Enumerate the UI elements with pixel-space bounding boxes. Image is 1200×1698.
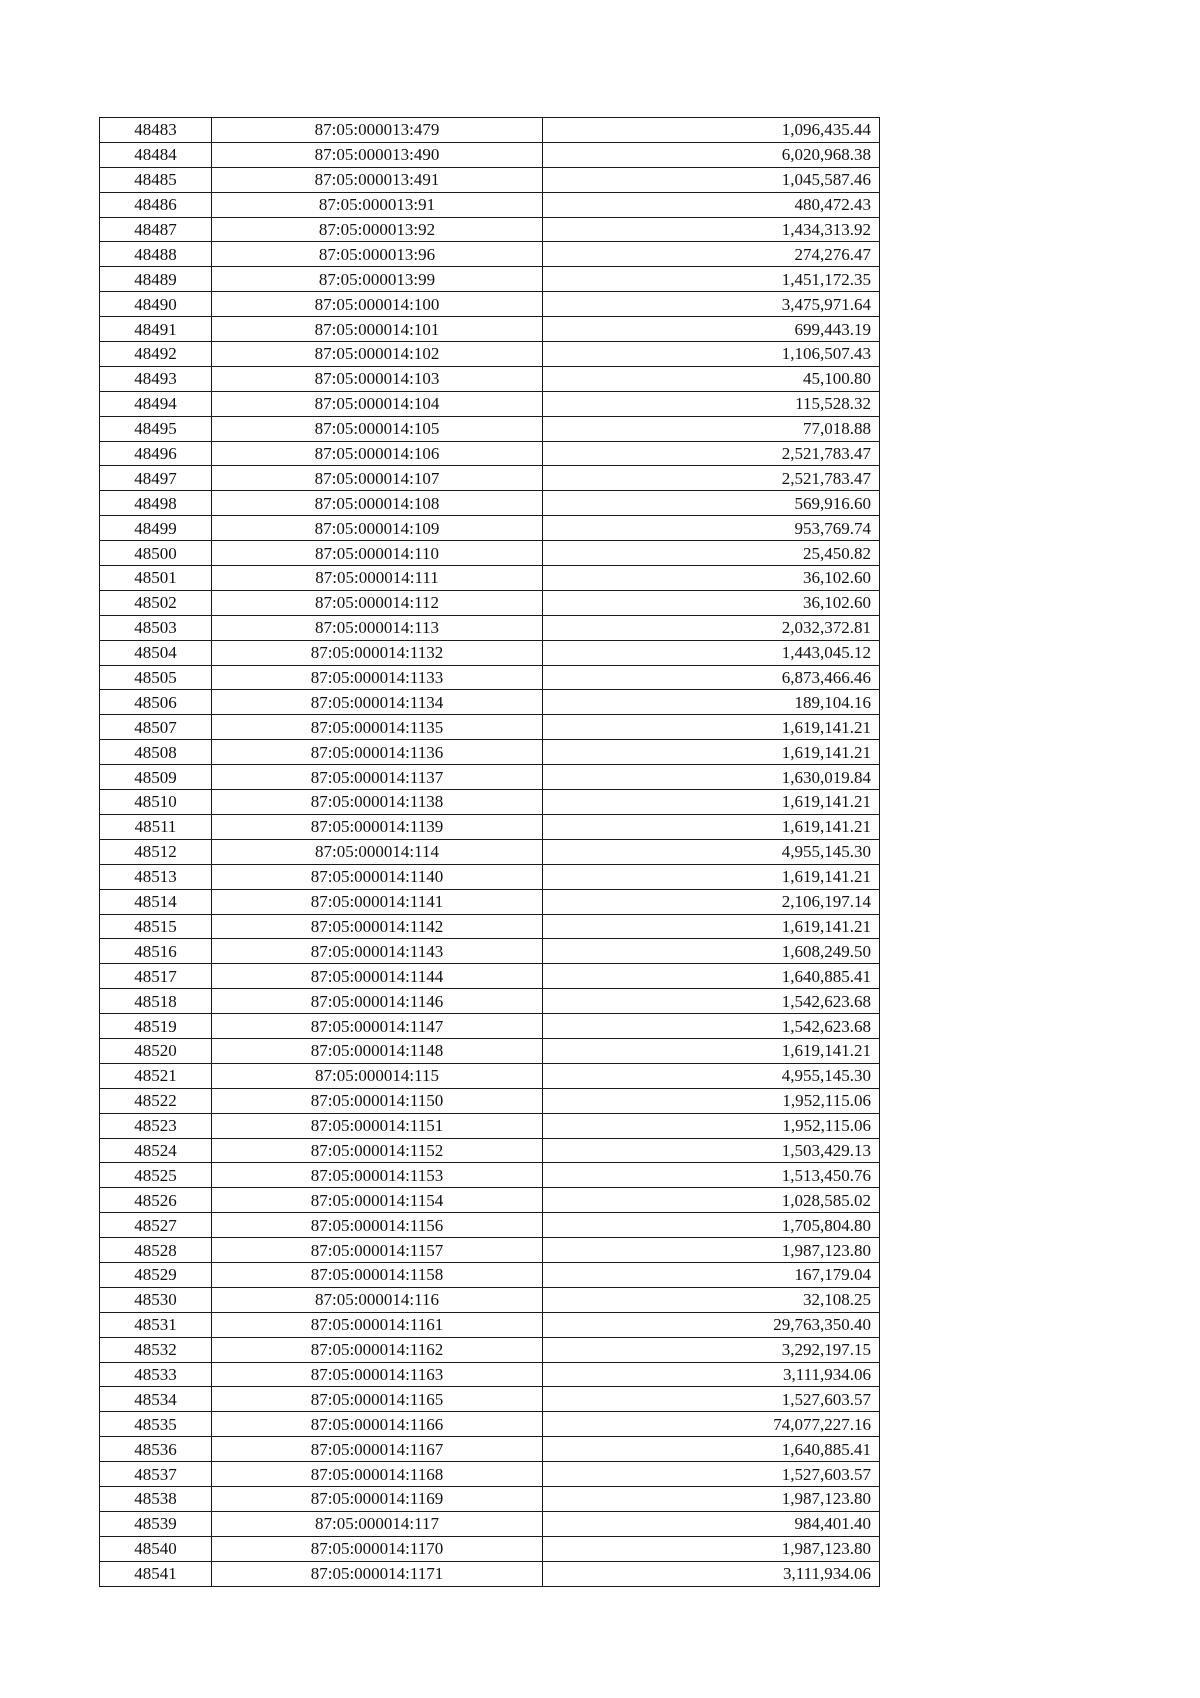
table-row [100, 1486, 880, 1511]
cadastral-number-cell: 87:05:000014:107 [212, 466, 543, 491]
cadastral-value-cell: 3,475,971.64 [543, 292, 880, 317]
cadastral-value-cell: 3,111,934.06 [543, 1561, 880, 1586]
cadastral-value-cell: 77,018.88 [543, 416, 880, 441]
cadastral-number-cell: 87:05:000014:1152 [212, 1138, 543, 1163]
table-row [100, 1387, 880, 1412]
cadastral-value-cell: 1,952,115.06 [543, 1088, 880, 1113]
row-number-cell: 48511 [100, 814, 212, 839]
cadastral-value-cell: 1,705,804.80 [543, 1213, 880, 1238]
cadastral-number-cell: 87:05:000014:1144 [212, 964, 543, 989]
table-row [100, 142, 880, 167]
cadastral-value-cell: 1,443,045.12 [543, 640, 880, 665]
cadastral-number-cell: 87:05:000014:1133 [212, 665, 543, 690]
table-row [100, 1437, 880, 1462]
table-row [100, 1138, 880, 1163]
cadastral-value-cell: 3,111,934.06 [543, 1362, 880, 1387]
table-row [100, 118, 880, 143]
cadastral-value-cell: 36,102.60 [543, 566, 880, 591]
table-row [100, 889, 880, 914]
table-row [100, 1238, 880, 1263]
table-row [100, 615, 880, 640]
table-row [100, 1412, 880, 1437]
cadastral-number-cell: 87:05:000014:1163 [212, 1362, 543, 1387]
row-number-cell: 48521 [100, 1063, 212, 1088]
table-row [100, 516, 880, 541]
cadastral-value-cell: 3,292,197.15 [543, 1337, 880, 1362]
cadastral-value-cell: 74,077,227.16 [543, 1412, 880, 1437]
cadastral-number-cell: 87:05:000013:490 [212, 142, 543, 167]
cadastral-number-cell: 87:05:000013:99 [212, 267, 543, 292]
table-row [100, 366, 880, 391]
cadastral-value-cell: 2,521,783.47 [543, 466, 880, 491]
cadastral-number-cell: 87:05:000014:1169 [212, 1486, 543, 1511]
row-number-cell: 48518 [100, 989, 212, 1014]
cadastral-value-cell: 984,401.40 [543, 1511, 880, 1536]
cadastral-number-cell: 87:05:000014:102 [212, 342, 543, 367]
row-number-cell: 48527 [100, 1213, 212, 1238]
table-row [100, 192, 880, 217]
row-number-cell: 48510 [100, 790, 212, 815]
cadastral-value-cell: 1,527,603.57 [543, 1387, 880, 1412]
cadastral-number-cell: 87:05:000014:1158 [212, 1262, 543, 1287]
table-row [100, 964, 880, 989]
cadastral-number-cell: 87:05:000014:1135 [212, 715, 543, 740]
cadastral-number-cell: 87:05:000014:1161 [212, 1312, 543, 1337]
cadastral-number-cell: 87:05:000014:108 [212, 491, 543, 516]
table-row [100, 317, 880, 342]
cadastral-number-cell: 87:05:000014:1171 [212, 1561, 543, 1586]
row-number-cell: 48539 [100, 1511, 212, 1536]
row-number-cell: 48491 [100, 317, 212, 342]
row-number-cell: 48488 [100, 242, 212, 267]
row-number-cell: 48486 [100, 192, 212, 217]
cadastral-number-cell: 87:05:000014:113 [212, 615, 543, 640]
cadastral-number-cell: 87:05:000014:1167 [212, 1437, 543, 1462]
cadastral-number-cell: 87:05:000014:109 [212, 516, 543, 541]
cadastral-value-cell: 2,106,197.14 [543, 889, 880, 914]
cadastral-number-cell: 87:05:000014:1170 [212, 1536, 543, 1561]
row-number-cell: 48537 [100, 1462, 212, 1487]
row-number-cell: 48534 [100, 1387, 212, 1412]
cadastral-value-cell: 1,952,115.06 [543, 1113, 880, 1138]
row-number-cell: 48516 [100, 939, 212, 964]
row-number-cell: 48502 [100, 590, 212, 615]
row-number-cell: 48536 [100, 1437, 212, 1462]
table-row [100, 864, 880, 889]
cadastral-number-cell: 87:05:000014:1148 [212, 1038, 543, 1063]
table-row [100, 590, 880, 615]
table-row [100, 1462, 880, 1487]
table-row [100, 1014, 880, 1039]
cadastral-value-cell: 6,873,466.46 [543, 665, 880, 690]
cadastral-value-cell: 36,102.60 [543, 590, 880, 615]
table-row [100, 740, 880, 765]
cadastral-number-cell: 87:05:000014:1168 [212, 1462, 543, 1487]
cadastral-value-cell: 1,096,435.44 [543, 118, 880, 143]
cadastral-number-cell: 87:05:000014:117 [212, 1511, 543, 1536]
table-row [100, 690, 880, 715]
table-row [100, 1287, 880, 1312]
row-number-cell: 48506 [100, 690, 212, 715]
cadastral-number-cell: 87:05:000014:110 [212, 541, 543, 566]
cadastral-value-cell: 1,503,429.13 [543, 1138, 880, 1163]
row-number-cell: 48501 [100, 566, 212, 591]
table-row [100, 765, 880, 790]
row-number-cell: 48538 [100, 1486, 212, 1511]
table-row [100, 1312, 880, 1337]
row-number-cell: 48531 [100, 1312, 212, 1337]
cadastral-value-cell: 1,987,123.80 [543, 1238, 880, 1263]
cadastral-number-cell: 87:05:000014:1132 [212, 640, 543, 665]
cadastral-number-cell: 87:05:000014:1153 [212, 1163, 543, 1188]
row-number-cell: 48505 [100, 665, 212, 690]
row-number-cell: 48535 [100, 1412, 212, 1437]
row-number-cell: 48504 [100, 640, 212, 665]
row-number-cell: 48517 [100, 964, 212, 989]
row-number-cell: 48519 [100, 1014, 212, 1039]
row-number-cell: 48512 [100, 839, 212, 864]
row-number-cell: 48498 [100, 491, 212, 516]
cadastral-value-cell: 1,619,141.21 [543, 740, 880, 765]
cadastral-value-cell: 1,434,313.92 [543, 217, 880, 242]
row-number-cell: 48530 [100, 1287, 212, 1312]
table-row [100, 292, 880, 317]
table-row [100, 391, 880, 416]
table-row [100, 1262, 880, 1287]
cadastral-value-cell: 2,521,783.47 [543, 441, 880, 466]
table-row [100, 665, 880, 690]
table-row [100, 217, 880, 242]
cadastral-number-cell: 87:05:000014:1134 [212, 690, 543, 715]
cadastral-value-cell: 1,028,585.02 [543, 1188, 880, 1213]
row-number-cell: 48513 [100, 864, 212, 889]
cadastral-value-table [99, 117, 880, 1587]
cadastral-value-cell: 1,987,123.80 [543, 1486, 880, 1511]
cadastral-value-cell: 1,608,249.50 [543, 939, 880, 964]
cadastral-number-cell: 87:05:000014:1157 [212, 1238, 543, 1263]
cadastral-value-cell: 4,955,145.30 [543, 839, 880, 864]
row-number-cell: 48524 [100, 1138, 212, 1163]
table-row [100, 541, 880, 566]
table-row [100, 1113, 880, 1138]
cadastral-number-cell: 87:05:000014:105 [212, 416, 543, 441]
cadastral-number-cell: 87:05:000013:92 [212, 217, 543, 242]
row-number-cell: 48528 [100, 1238, 212, 1263]
row-number-cell: 48496 [100, 441, 212, 466]
cadastral-value-cell: 1,542,623.68 [543, 989, 880, 1014]
cadastral-number-cell: 87:05:000014:1146 [212, 989, 543, 1014]
cadastral-number-cell: 87:05:000014:112 [212, 590, 543, 615]
row-number-cell: 48492 [100, 342, 212, 367]
cadastral-value-cell: 1,619,141.21 [543, 1038, 880, 1063]
cadastral-value-cell: 1,987,123.80 [543, 1536, 880, 1561]
table-row [100, 790, 880, 815]
table-row [100, 914, 880, 939]
table-row [100, 466, 880, 491]
row-number-cell: 48526 [100, 1188, 212, 1213]
cadastral-number-cell: 87:05:000014:1165 [212, 1387, 543, 1412]
table-row [100, 1088, 880, 1113]
table-row [100, 267, 880, 292]
cadastral-number-cell: 87:05:000014:106 [212, 441, 543, 466]
table-row [100, 1213, 880, 1238]
table-row [100, 1038, 880, 1063]
cadastral-number-cell: 87:05:000014:1142 [212, 914, 543, 939]
row-number-cell: 48525 [100, 1163, 212, 1188]
cadastral-value-cell: 699,443.19 [543, 317, 880, 342]
cadastral-value-cell: 1,513,450.76 [543, 1163, 880, 1188]
row-number-cell: 48522 [100, 1088, 212, 1113]
cadastral-number-cell: 87:05:000013:491 [212, 167, 543, 192]
cadastral-number-cell: 87:05:000014:103 [212, 366, 543, 391]
cadastral-number-cell: 87:05:000014:104 [212, 391, 543, 416]
table-row [100, 1337, 880, 1362]
cadastral-value-cell: 1,542,623.68 [543, 1014, 880, 1039]
row-number-cell: 48493 [100, 366, 212, 391]
cadastral-number-cell: 87:05:000014:1137 [212, 765, 543, 790]
table-row [100, 167, 880, 192]
row-number-cell: 48523 [100, 1113, 212, 1138]
table-row [100, 939, 880, 964]
table-row [100, 416, 880, 441]
table-row [100, 566, 880, 591]
cadastral-number-cell: 87:05:000013:96 [212, 242, 543, 267]
row-number-cell: 48520 [100, 1038, 212, 1063]
cadastral-value-cell: 1,640,885.41 [543, 964, 880, 989]
table-body [100, 118, 880, 1587]
table-row [100, 1063, 880, 1088]
row-number-cell: 48490 [100, 292, 212, 317]
cadastral-number-cell: 87:05:000014:101 [212, 317, 543, 342]
cadastral-value-cell: 1,619,141.21 [543, 715, 880, 740]
row-number-cell: 48495 [100, 416, 212, 441]
row-number-cell: 48487 [100, 217, 212, 242]
cadastral-number-cell: 87:05:000014:1151 [212, 1113, 543, 1138]
table-row [100, 1163, 880, 1188]
table-row [100, 715, 880, 740]
cadastral-value-cell: 953,769.74 [543, 516, 880, 541]
cadastral-number-cell: 87:05:000013:91 [212, 192, 543, 217]
row-number-cell: 48489 [100, 267, 212, 292]
cadastral-value-cell: 6,020,968.38 [543, 142, 880, 167]
row-number-cell: 48485 [100, 167, 212, 192]
cadastral-number-cell: 87:05:000014:1150 [212, 1088, 543, 1113]
cadastral-value-cell: 29,763,350.40 [543, 1312, 880, 1337]
row-number-cell: 48540 [100, 1536, 212, 1561]
table-row [100, 342, 880, 367]
cadastral-value-cell: 1,640,885.41 [543, 1437, 880, 1462]
cadastral-value-cell: 115,528.32 [543, 391, 880, 416]
cadastral-value-cell: 480,472.43 [543, 192, 880, 217]
cadastral-number-cell: 87:05:000014:1154 [212, 1188, 543, 1213]
cadastral-value-cell: 45,100.80 [543, 366, 880, 391]
row-number-cell: 48508 [100, 740, 212, 765]
cadastral-value-cell: 274,276.47 [543, 242, 880, 267]
cadastral-value-cell: 25,450.82 [543, 541, 880, 566]
cadastral-number-cell: 87:05:000014:1136 [212, 740, 543, 765]
table-row [100, 1511, 880, 1536]
row-number-cell: 48532 [100, 1337, 212, 1362]
cadastral-number-cell: 87:05:000014:1147 [212, 1014, 543, 1039]
cadastral-number-cell: 87:05:000014:1166 [212, 1412, 543, 1437]
cadastral-value-cell: 189,104.16 [543, 690, 880, 715]
table-row [100, 839, 880, 864]
row-number-cell: 48515 [100, 914, 212, 939]
row-number-cell: 48541 [100, 1561, 212, 1586]
row-number-cell: 48500 [100, 541, 212, 566]
cadastral-number-cell: 87:05:000014:1141 [212, 889, 543, 914]
cadastral-number-cell: 87:05:000014:115 [212, 1063, 543, 1088]
cadastral-number-cell: 87:05:000013:479 [212, 118, 543, 143]
cadastral-value-cell: 4,955,145.30 [543, 1063, 880, 1088]
cadastral-number-cell: 87:05:000014:1143 [212, 939, 543, 964]
row-number-cell: 48533 [100, 1362, 212, 1387]
table-row [100, 989, 880, 1014]
cadastral-value-cell: 1,619,141.21 [543, 790, 880, 815]
row-number-cell: 48507 [100, 715, 212, 740]
row-number-cell: 48499 [100, 516, 212, 541]
cadastral-number-cell: 87:05:000014:114 [212, 839, 543, 864]
cadastral-value-cell: 1,045,587.46 [543, 167, 880, 192]
table-row [100, 640, 880, 665]
cadastral-value-cell: 1,106,507.43 [543, 342, 880, 367]
row-number-cell: 48484 [100, 142, 212, 167]
table-row [100, 1536, 880, 1561]
cadastral-number-cell: 87:05:000014:116 [212, 1287, 543, 1312]
cadastral-number-cell: 87:05:000014:1162 [212, 1337, 543, 1362]
cadastral-number-cell: 87:05:000014:100 [212, 292, 543, 317]
cadastral-value-cell: 1,527,603.57 [543, 1462, 880, 1487]
row-number-cell: 48483 [100, 118, 212, 143]
cadastral-value-cell: 167,179.04 [543, 1262, 880, 1287]
cadastral-value-cell: 569,916.60 [543, 491, 880, 516]
table-row [100, 1362, 880, 1387]
cadastral-number-cell: 87:05:000014:1156 [212, 1213, 543, 1238]
table-row [100, 441, 880, 466]
cadastral-value-cell: 1,451,172.35 [543, 267, 880, 292]
row-number-cell: 48497 [100, 466, 212, 491]
cadastral-number-cell: 87:05:000014:1138 [212, 790, 543, 815]
cadastral-value-cell: 1,619,141.21 [543, 814, 880, 839]
cadastral-value-cell: 1,619,141.21 [543, 914, 880, 939]
row-number-cell: 48529 [100, 1262, 212, 1287]
table-row [100, 1188, 880, 1213]
row-number-cell: 48494 [100, 391, 212, 416]
row-number-cell: 48509 [100, 765, 212, 790]
cadastral-value-cell: 32,108.25 [543, 1287, 880, 1312]
cadastral-number-cell: 87:05:000014:111 [212, 566, 543, 591]
table-row [100, 242, 880, 267]
cadastral-value-cell: 1,619,141.21 [543, 864, 880, 889]
row-number-cell: 48503 [100, 615, 212, 640]
table-row [100, 814, 880, 839]
table-row [100, 491, 880, 516]
cadastral-value-cell: 1,630,019.84 [543, 765, 880, 790]
cadastral-value-cell: 2,032,372.81 [543, 615, 880, 640]
table-row [100, 1561, 880, 1586]
cadastral-number-cell: 87:05:000014:1140 [212, 864, 543, 889]
cadastral-number-cell: 87:05:000014:1139 [212, 814, 543, 839]
row-number-cell: 48514 [100, 889, 212, 914]
